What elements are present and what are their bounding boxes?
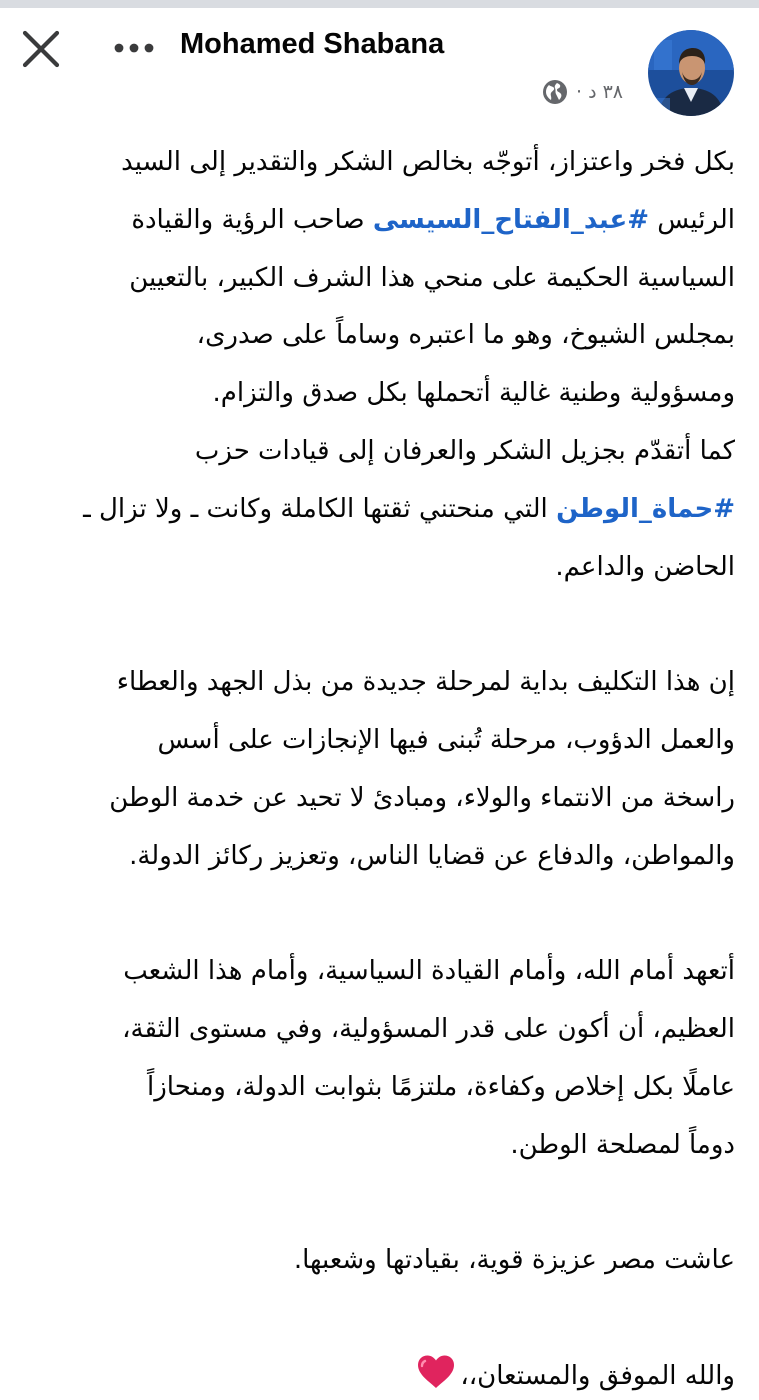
- post-line: كما أتقدّم بجزيل الشكر والعرفان إلى قيادات حزب: [194, 435, 735, 466]
- post-line: عاملًا بكل إخلاص وكفاءة، ملتزمًا بثوابت الدولة، ومنحازاً: [147, 1071, 735, 1102]
- post-line: بمجلس الشيوخ، وهو ما اعتبره وساماً على صدرى،: [196, 320, 735, 351]
- author-avatar[interactable]: [648, 30, 734, 116]
- post-header: [0, 8, 759, 120]
- author-name[interactable]: Mohamed Shabana: [180, 28, 445, 60]
- red-heart-icon: [416, 1354, 456, 1390]
- paragraph-gap: [22, 885, 735, 943]
- status-bar-strip: [0, 0, 759, 8]
- post-line: [22, 192, 735, 250]
- post-line: عاشت مصر عزيزة قوية، بقيادتها وشعبها.: [293, 1245, 735, 1276]
- post-line: أتعهد أمام الله، وأمام القيادة السياسية، وأمام هذا الشعب: [123, 956, 735, 987]
- post-line: راسخة من الانتماء والولاء، ومبادئ لا تحيد عن خدمة الوطن: [109, 782, 735, 813]
- close-button[interactable]: [18, 26, 64, 72]
- post-line: [22, 1348, 735, 1400]
- paragraph-gap: [22, 1290, 735, 1348]
- post-line-segment: صاحب الرؤية والقيادة: [131, 204, 373, 235]
- post-meta: [542, 78, 623, 106]
- post-line: السياسية الحكيمة على منحي هذا الشرف الكبير، بالتعيين: [129, 262, 735, 293]
- more-options-icon: [108, 30, 160, 66]
- post-line: العظيم، أن أكون على قدر المسؤولية، وفي مستوى الثقة،: [122, 1013, 735, 1044]
- post-line: دوماً لمصلحة الوطن.: [510, 1129, 735, 1160]
- post-line: والعمل الدؤوب، مرحلة تُبنى فيها الإنجازات على أسس: [157, 724, 735, 755]
- post-text: [22, 134, 735, 1400]
- post-line: ومسؤولية وطنية غالية أتحملها بكل صدق والتزام.: [212, 378, 735, 409]
- post-line-segment: التي منحتني ثقتها الكاملة وكانت ـ ولا تزال ـ: [83, 493, 557, 524]
- post-line: الحاضن والداعم.: [555, 551, 735, 582]
- post-line: بكل فخر واعتزاز، أتوجّه بخالص الشكر والتقدير إلى السيد: [121, 147, 735, 177]
- paragraph-gap: [22, 596, 735, 654]
- more-options-button[interactable]: [108, 30, 160, 66]
- post-line: والمواطن، والدفاع عن قضايا الناس، وتعزيز ركائز الدولة.: [129, 840, 735, 871]
- post-line: [22, 481, 735, 539]
- hashtag-link-sisi[interactable]: #عبد_الفتاح_السيسى: [372, 204, 649, 235]
- close-icon: [18, 26, 64, 72]
- post-line-segment: الرئيس: [649, 204, 735, 235]
- post-timestamp[interactable]: ٣٨ د ·: [576, 81, 624, 103]
- post-line: إن هذا التكليف بداية لمرحلة جديدة من بذل الجهد والعطاء: [116, 667, 735, 698]
- globe-icon[interactable]: [542, 79, 568, 105]
- avatar-photo: [648, 30, 734, 116]
- hashtag-link-homat-alwatan[interactable]: #حماة_الوطن: [556, 493, 735, 524]
- post-line-segment: والله الموفق والمستعان،،: [460, 1360, 735, 1391]
- paragraph-gap: [22, 1174, 735, 1232]
